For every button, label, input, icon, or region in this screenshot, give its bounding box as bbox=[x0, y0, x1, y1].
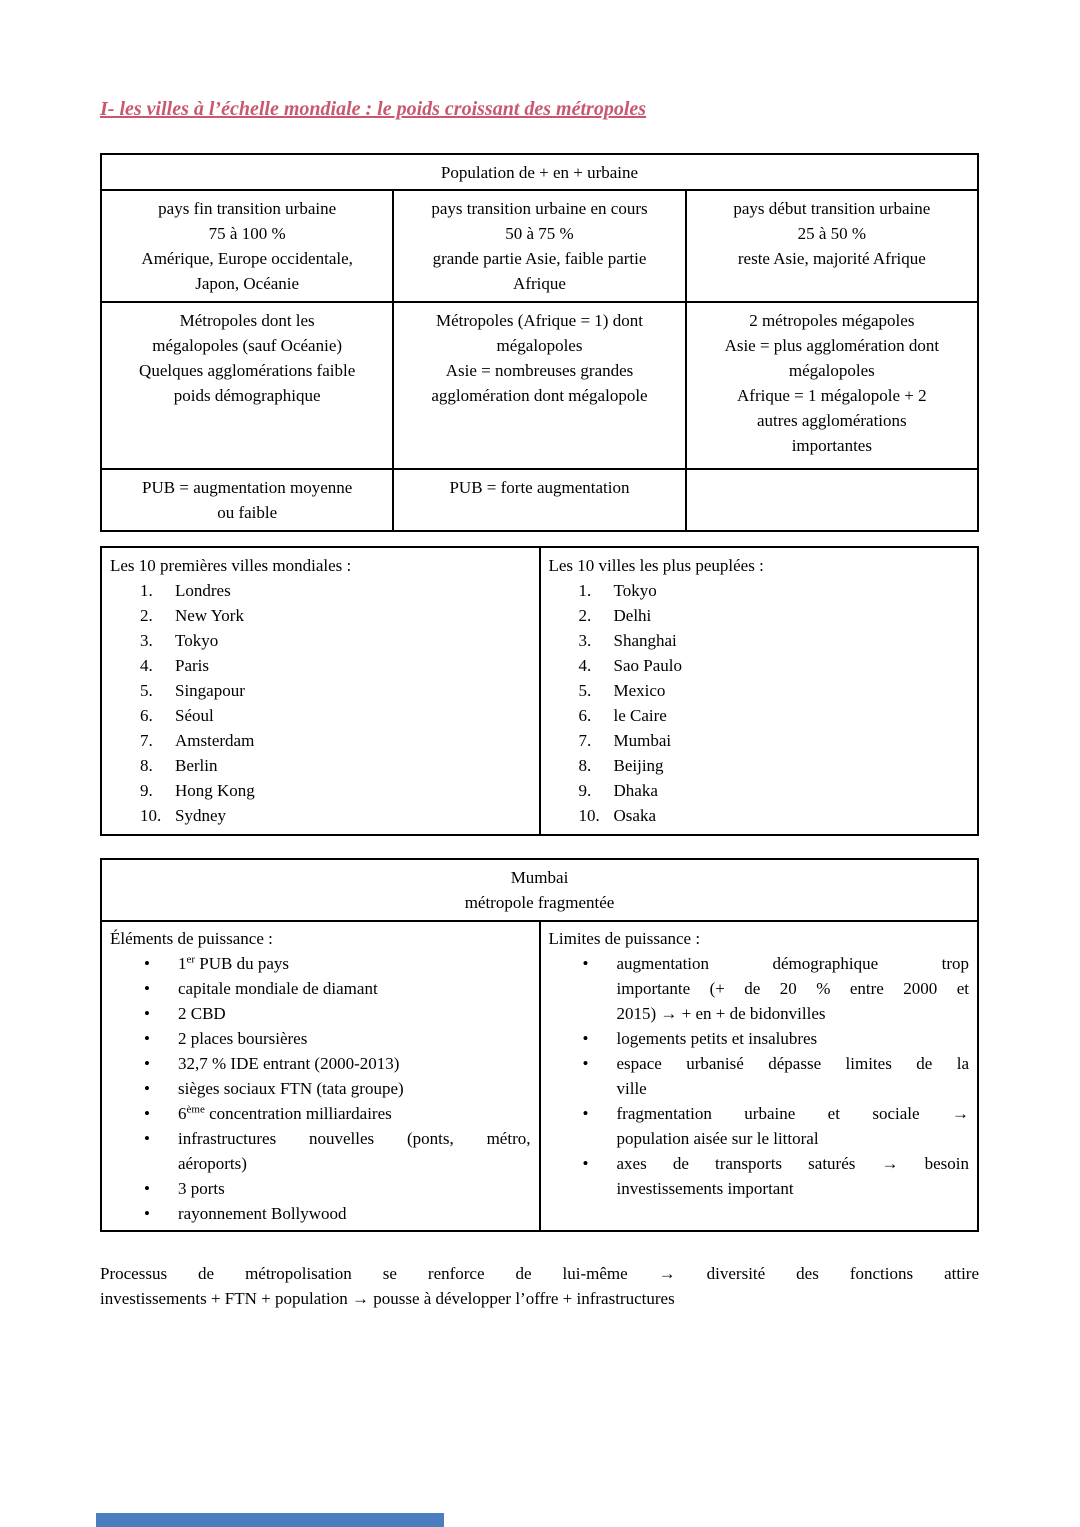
mumbai-subtitle: métropole fragmentée bbox=[464, 893, 615, 912]
cell-line: Amérique, Europe occidentale, bbox=[141, 249, 353, 268]
cell-line: PUB = augmentation moyenne bbox=[142, 478, 353, 497]
strengths-heading: Éléments de puissance : bbox=[110, 929, 273, 948]
list-item: • 2 places boursières bbox=[144, 1026, 531, 1051]
list-item: Singapour bbox=[175, 681, 245, 700]
list-item bbox=[583, 1151, 970, 1201]
ordinal-superscript: er bbox=[186, 953, 196, 966]
limits-cell bbox=[540, 921, 979, 1231]
cell-line: agglomération dont mégalopole bbox=[431, 386, 648, 405]
list-item: • 3 ports bbox=[144, 1176, 531, 1201]
cell-line: 25 à 50 % bbox=[797, 224, 867, 243]
populated-cities-cell bbox=[540, 547, 979, 835]
conclusion-line: Processus de métropolisation se renforce de lui-même → diversité des fonctions attire bbox=[100, 1264, 979, 1283]
cell-line: Métropoles dont les bbox=[179, 311, 315, 330]
list-item: Delhi bbox=[613, 606, 652, 625]
list-item: Osaka bbox=[613, 806, 656, 825]
list-item: Paris bbox=[175, 656, 209, 675]
list-item bbox=[144, 1126, 531, 1176]
city-rankings-table bbox=[100, 546, 979, 836]
populated-cities-title: Les 10 villes les plus peuplées : bbox=[548, 556, 764, 575]
cell-line: 2 métropoles mégapoles bbox=[749, 311, 915, 330]
list-item: • 32,7 % IDE entrant (2000-2013) bbox=[144, 1051, 531, 1076]
conclusion-line: investissements + FTN + population → pousse à développer l’offre + infrastructures bbox=[100, 1289, 675, 1308]
world-cities-title: Les 10 premières villes mondiales : bbox=[110, 556, 352, 575]
cell-line: PUB = forte augmentation bbox=[449, 478, 630, 497]
cell-line: autres agglomérations bbox=[757, 411, 907, 430]
mumbai-header-row bbox=[101, 859, 978, 921]
cell-line: reste Asie, majorité Afrique bbox=[737, 249, 926, 268]
strengths-list bbox=[110, 951, 531, 1226]
list-item: Berlin bbox=[175, 756, 218, 775]
cell-line: grande partie Asie, faible partie bbox=[432, 249, 647, 268]
list-item: • capitale mondiale de diamant bbox=[144, 976, 531, 1001]
list-item: • rayonnement Bollywood bbox=[144, 1201, 531, 1226]
list-item: Tokyo bbox=[613, 581, 657, 600]
list-item-line: • augmentation démographique trop bbox=[616, 954, 969, 973]
list-item bbox=[144, 951, 531, 976]
cell-line: 50 à 75 % bbox=[505, 224, 574, 243]
cell-line: poids démographique bbox=[173, 386, 321, 405]
urban-table-header: Population de + en + urbaine bbox=[101, 154, 978, 190]
city-lists-row bbox=[101, 547, 978, 835]
list-item bbox=[583, 1051, 970, 1101]
cell-line: mégalopoles (sauf Océanie) bbox=[152, 336, 343, 355]
list-item: Shanghai bbox=[613, 631, 677, 650]
cell-line: mégalopoles bbox=[496, 336, 583, 355]
list-item-line: • infrastructures nouvelles (ponts, métro, bbox=[178, 1129, 531, 1148]
urban-early-transition-cell bbox=[686, 190, 978, 302]
list-item: • 2 CBD bbox=[144, 1001, 531, 1026]
strengths-cell bbox=[101, 921, 540, 1231]
cell-line: Japon, Océanie bbox=[195, 274, 300, 293]
cell-line: mégalopoles bbox=[788, 361, 875, 380]
metropoles-cell-1 bbox=[101, 302, 393, 469]
ordinal-superscript: ème bbox=[186, 1103, 205, 1116]
list-item-line: 2015) → + en + de bidonvilles bbox=[616, 1004, 826, 1023]
mumbai-table-header bbox=[101, 859, 978, 921]
footer-accent-bar bbox=[96, 1513, 444, 1527]
list-item-text: concentration milliardaires bbox=[204, 1104, 392, 1123]
list-item-line: • espace urbanisé dépasse limites de la bbox=[616, 1054, 969, 1073]
list-item: le Caire bbox=[613, 706, 667, 725]
transition-stage-row bbox=[101, 190, 978, 302]
list-item-text: PUB du pays bbox=[195, 954, 290, 973]
cell-line: Afrique bbox=[513, 274, 566, 293]
pub-cell-1 bbox=[101, 469, 393, 531]
list-item: Mumbai bbox=[613, 731, 672, 750]
list-item: New York bbox=[175, 606, 244, 625]
metropoles-row bbox=[101, 302, 978, 469]
list-item bbox=[144, 1101, 531, 1126]
urban-header-row bbox=[101, 154, 978, 190]
list-item: • sièges sociaux FTN (tata groupe) bbox=[144, 1076, 531, 1101]
limits-list bbox=[549, 951, 970, 1201]
list-item: Séoul bbox=[175, 706, 214, 725]
pub-row bbox=[101, 469, 978, 531]
list-item: Mexico bbox=[613, 681, 666, 700]
list-item-text: 1 bbox=[178, 954, 187, 973]
list-item: Tokyo bbox=[175, 631, 219, 650]
list-item: Dhaka bbox=[613, 781, 658, 800]
metropoles-cell-3 bbox=[686, 302, 978, 469]
cell-line: Asie = nombreuses grandes bbox=[445, 361, 634, 380]
list-item bbox=[583, 1101, 970, 1151]
conclusion-paragraph bbox=[100, 1261, 979, 1311]
limits-heading: Limites de puissance : bbox=[548, 929, 701, 948]
cell-line: pays transition urbaine en cours bbox=[431, 199, 648, 218]
cell-line: Quelques agglomérations faible bbox=[139, 361, 356, 380]
cell-line: Métropoles (Afrique = 1) dont bbox=[436, 311, 643, 330]
metropoles-cell-2 bbox=[393, 302, 685, 469]
cell-line: 75 à 100 % bbox=[208, 224, 286, 243]
list-item-line: investissements important bbox=[616, 1179, 794, 1198]
list-item-line: aéroports) bbox=[178, 1154, 247, 1173]
world-cities-cell bbox=[101, 547, 540, 835]
mumbai-table bbox=[100, 858, 979, 1232]
pub-cell-empty bbox=[686, 469, 978, 531]
list-item: Amsterdam bbox=[175, 731, 255, 750]
list-item: Beijing bbox=[613, 756, 664, 775]
cell-line: Asie = plus agglomération dont bbox=[724, 336, 940, 355]
list-item: Hong Kong bbox=[175, 781, 255, 800]
urban-transition-table bbox=[100, 153, 979, 532]
mumbai-title: Mumbai bbox=[510, 868, 569, 887]
cell-line: importantes bbox=[791, 436, 872, 455]
pub-cell-2 bbox=[393, 469, 685, 531]
list-item-line: ville bbox=[616, 1079, 647, 1098]
mumbai-body-row bbox=[101, 921, 978, 1231]
list-item-line: importante (+ de 20 % entre 2000 et bbox=[616, 979, 969, 998]
list-item: • logements petits et insalubres bbox=[583, 1026, 970, 1051]
section-title: I- les villes à l’échelle mondiale : le poids croissant des métropoles bbox=[100, 98, 647, 120]
list-item: Sao Paulo bbox=[613, 656, 682, 675]
cell-line: pays fin transition urbaine bbox=[158, 199, 337, 218]
list-item: Sydney bbox=[175, 806, 226, 825]
list-item-line: • axes de transports saturés → besoin bbox=[616, 1154, 969, 1173]
world-cities-list bbox=[110, 578, 531, 828]
list-item-line: • fragmentation urbaine et sociale → bbox=[616, 1104, 969, 1123]
cell-line: Afrique = 1 mégalopole + 2 bbox=[737, 386, 927, 405]
list-item bbox=[583, 951, 970, 1026]
list-item-line: population aisée sur le littoral bbox=[616, 1129, 819, 1148]
urban-late-transition-cell bbox=[101, 190, 393, 302]
list-item-text: 6 bbox=[178, 1104, 187, 1123]
list-item: Londres bbox=[175, 581, 231, 600]
cell-line: pays début transition urbaine bbox=[733, 199, 931, 218]
populated-cities-list bbox=[549, 578, 970, 828]
urban-mid-transition-cell bbox=[393, 190, 685, 302]
cell-line: ou faible bbox=[217, 503, 278, 522]
